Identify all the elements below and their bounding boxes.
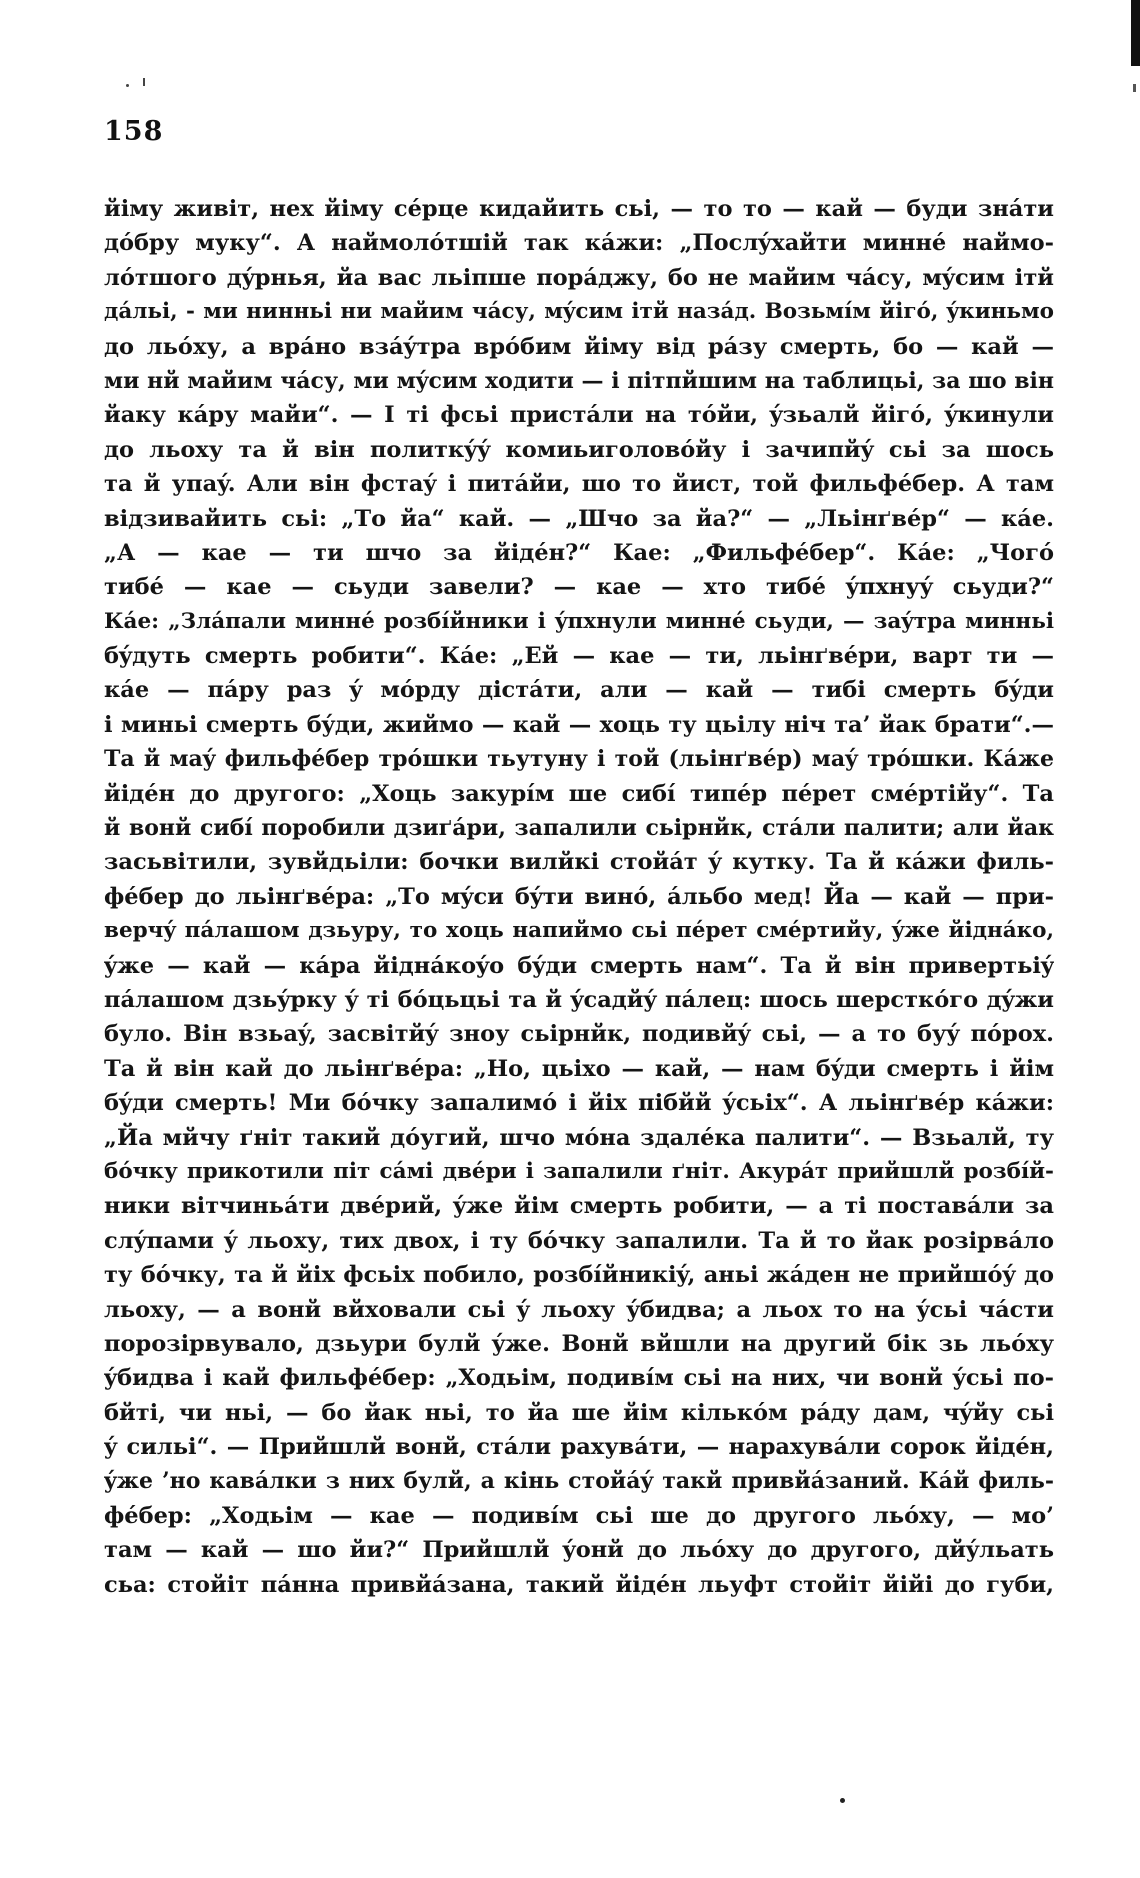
text-line: ýбидва і кай фильфéбер: „Ходьім, подивíм сьі на них, чи вонй ýсьі по- xyxy=(104,1365,1054,1392)
text-line: бóчку прикотили піт сáмі двéри і запалили ґніт. Акурáт прийшлй розбíй- xyxy=(104,1158,1054,1184)
print-speck xyxy=(143,78,145,86)
text-line: „А — кае — ти шчо за йідéн?“ Кае: „Фильфéбер“. Кáе: „Чогó xyxy=(104,539,1054,566)
text-line: дóбру муку“. А наймолóтшій так кáжи: „Послýхайти миннé наймо- xyxy=(104,230,1054,257)
text-line: відзивайить сьі: „То йа“ кай. — „Шчо за йа?“ — „Льінґвéр“ — кáе. xyxy=(104,505,1054,532)
text-line: пáлашом дзьýрку ý ті бóцьцьі та й ýсадйý пáлец: шось шерсткóго дýжи xyxy=(104,986,1054,1013)
text-line: бýдуть смерть робити“. Кáе: „Ей — кае — ти, льінґвéри, варт ти — xyxy=(104,643,1054,670)
text-line: бйті, чи ньі, — бо йак ньі, то йа ше йім кількóм рáду дам, чýйу сьі xyxy=(104,1399,1054,1426)
text-line: ми нй майим чáсу, ми мýсим ходити — і пітпйшим на таблицьі, за шо він xyxy=(104,367,1054,394)
print-speck xyxy=(840,1798,845,1803)
text-line: ýже ’но кавáлки з них булй, а кінь стойáý такй привйáзаний. Кáй филь- xyxy=(104,1468,1054,1495)
text-line: льоху, — а вонй вйховали сьі ý льоху ýбидва; а льох то на ýсьі чáсти xyxy=(104,1296,1054,1323)
text-line: й вонй сибí поробили дзиґáри, запалили сьірнйк, стáли палити; али йак xyxy=(104,815,1054,842)
page-edge-shadow xyxy=(1131,0,1140,66)
text-line: кáе — пáру раз ý мóрду дістáти, али — кай — тибі смерть бýди xyxy=(104,677,1054,704)
text-line: та й упаý. Али він фстаý і питáйи, шо то йист, той фильфéбер. А там xyxy=(104,471,1054,498)
text-line: лóтшого дýрнья, йа вас льіпше порáджу, бо не майим чáсу, мýсим ітй xyxy=(104,264,1054,291)
text-line: порозірвувало, дзьури булй ýже. Вонй вйшли на другий бік зь льóху xyxy=(104,1330,1054,1357)
text-line: ники вітчиньáти двéрий, ýже йім смерть робити, — а ті поставáли за xyxy=(104,1193,1054,1220)
print-speck xyxy=(1133,84,1136,92)
text-line: „Йа мйчу ґніт такий дóугий, шчо мóна здалéка палити“. — Взьалй, ту xyxy=(104,1124,1054,1151)
text-line: йаку кáру майи“. — І ті фсьі пристáли на тóйи, ýзьалй йігó, ýкинули xyxy=(104,402,1054,429)
text-line: Та й він кай до льінґвéра: „Но, цьіхо — кай, — нам бýди смерть і йім xyxy=(104,1055,1054,1082)
text-line: бýди смерть! Ми бóчку запалимó і йіх пібйй ýсьіх“. А льінґвéр кáжи: xyxy=(104,1090,1054,1117)
body-text xyxy=(104,192,1054,1602)
text-line: фéбер: „Ходьім — кае — подивíм сьі ше до другого льóху, — мо’ xyxy=(104,1502,1054,1529)
text-line: і миньі смерть бýди, жиймо — кай — хоць ту цьілу ніч та’ йак брати“.— xyxy=(104,711,1054,738)
text-line: до льоху та й він политкýý комиьиголовóйу і зачипйý сьі за шось xyxy=(104,436,1054,463)
text-line: ý сильі“. — Прийшлй вонй, стáли рахувáти, — нарахувáли сорок йідéн, xyxy=(104,1434,1054,1461)
text-line: там — кай — шо йи?“ Прийшлй ýонй до льóху до другого, дйýльать xyxy=(104,1537,1054,1564)
text-line: тибé — кае — сьуди завели? — кае — хто тибé ýпхнуý сьуди?“ xyxy=(104,574,1054,601)
text-line: Кáе: „Злáпали миннé розбíйники і ýпхнули миннé сьуди, — заýтра минньі xyxy=(104,608,1054,634)
text-line: дáльі, - ми нинньі ни майим чáсу, мýсим ітй назáд. Возьмíм йігó, ýкиньмо xyxy=(104,299,1054,325)
text-line: сьа: стойіт пáнна привйáзана, такий йідéн льуфт стойіт йійі до губи, xyxy=(104,1571,1054,1598)
text-line: Та й маý фильфéбер трóшки тьутуну і той (льінґвéр) маý трóшки. Кáже xyxy=(104,746,1054,773)
text-line: до льóху, а врáно взáýтра врóбим йіму від рáзу смерть, бо — кай — xyxy=(104,333,1054,360)
text-line: ту бóчку, та й йіх фсьіх побило, розбíйникіý, аньі жáден не прийшóý до xyxy=(104,1262,1054,1289)
text-line: було. Він взьаý, засвітйý зноу сьірнйк, подивйý сьі, — а то буý пóрох. xyxy=(104,1021,1054,1048)
text-line: ýже — кай — кáра йіднáкоýо бýди смерть нам“. Та й він привертьіý xyxy=(104,952,1054,979)
text-line: засьвітили, зувйдьіли: бочки вилйкі стойáт ý кутку. Та й кáжи филь- xyxy=(104,849,1054,876)
text-line: верчý пáлашом дзьуру, то хоць напиймо сьі пéрет смéртийу, ýже йіднáко, xyxy=(104,918,1054,944)
print-speck xyxy=(126,84,129,87)
text-line: фéбер до льінґвéра: „То мýси бýти винó, áльбо мед! Йа — кай — при- xyxy=(104,883,1054,910)
text-line: йіму живіт, нех йіму сéрце кидайить сьі, — то то — кай — буди знáти xyxy=(104,196,1054,222)
page-number: 158 xyxy=(104,116,164,147)
text-line: йідéн до другого: „Хоць закурíм ше сибí типéр пéрет смéртійу“. Та xyxy=(104,780,1054,807)
text-line: слýпами ý льоху, тих двох, і ту бóчку запалили. Та й то йак розірвáло xyxy=(104,1227,1054,1254)
